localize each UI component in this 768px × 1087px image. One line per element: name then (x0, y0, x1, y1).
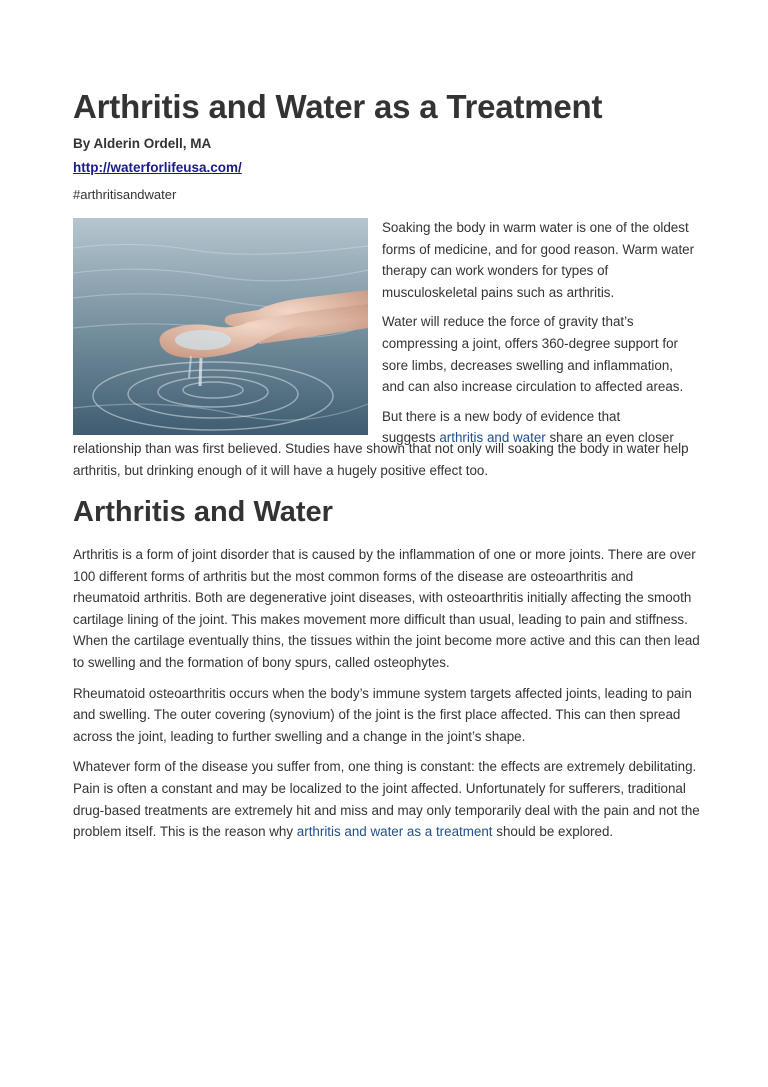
hands-in-water-illustration (73, 218, 368, 435)
arthritis-and-water-link[interactable]: arthritis and water (439, 430, 546, 446)
section-body (73, 544, 703, 843)
section-paragraph-2: Rheumatoid osteoarthritis occurs when the body’s immune system targets affected joints, leading to pain and swelling. The outer covering (synovium) of the joint is the first place affected. This can then spread across the joint, leading to further swelling and a change in the joint’s shape. (73, 685, 692, 744)
website-link[interactable]: http://waterforlifeusa.com/ (73, 160, 242, 175)
section-heading: Arthritis and Water (73, 496, 333, 528)
intro-paragraph-2: Water will reduce the force of gravity that’s compressing a joint, offers 360-degree support for sore limbs, decreases swelling and inflammation, and can also increase circulation to affected areas. (382, 314, 684, 395)
intro-paragraph-3-before-link: suggests (382, 430, 440, 446)
article-title: Arthritis and Water as a Treatment (73, 88, 603, 125)
section-paragraph-1: Arthritis is a form of joint disorder that is caused by the inflammation of one or more joints. There are over 100 different forms of arthritis but the most common forms of the disease are osteoarthritis and rheumatoid arthritis. Both are degenerative joint diseases, with osteoarthritis initially affecting the smooth cartilage lining of the joint. This makes movement more difficult than usual, leading to pain and stiffness. When the cartilage eventually thins, the tissues within the joint become more active and this can then lead to swelling and the formation of bony spurs, called osteophytes. (73, 547, 700, 670)
section-paragraph-3-end: should be explored. (492, 824, 614, 840)
intro-paragraph-3-continued: relationship than was first believed. Studies have shown that not only will soaking the body in water help arthritis, but drinking enough of it will have a hugely positive effect too. (73, 441, 689, 478)
section-paragraph-3-text: Whatever form of the disease you suffer from, one thing is constant: the effects are extremely debilitating. Pain is often a constant and may be localized to the joint affected. Unfortunately for sufferers, traditional drug-based treatments are extremely hit and miss and may only temporarily deal with the pain and not the problem itself. This is the reason why (73, 759, 700, 840)
intro-paragraph-3-after-link: share an even closer (545, 430, 674, 446)
author-byline: By Alderin Ordell, MA (73, 136, 212, 151)
hands-in-water-image (73, 218, 368, 435)
section-paragraph-3 (73, 756, 703, 842)
hashtag: #arthritisandwater (73, 187, 177, 202)
intro-side-text (382, 217, 697, 449)
arthritis-water-treatment-link[interactable]: arthritis and water as a treatment (296, 824, 493, 840)
intro-continuation (73, 438, 703, 481)
intro-paragraph-1: Soaking the body in warm water is one of the oldest forms of medicine, and for good reason. Warm water therapy can work wonders for types of musculoskeletal pains such as arthritis. (382, 220, 695, 300)
intro-paragraph-3-line1: But there is a new body of evidence that (382, 408, 621, 424)
